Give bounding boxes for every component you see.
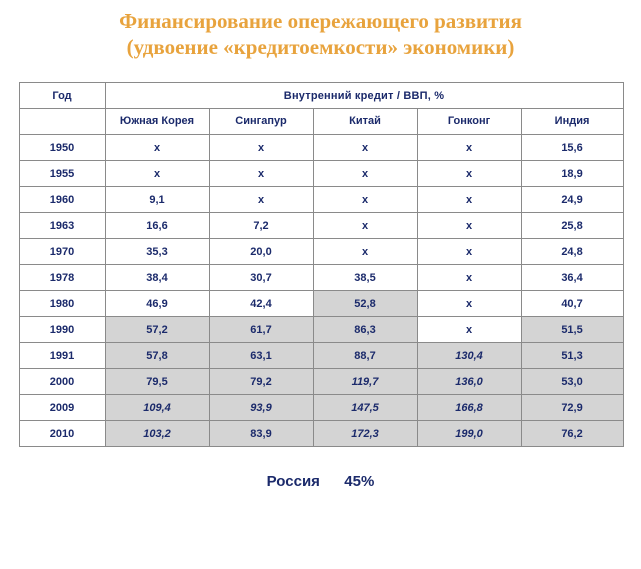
footer-note [0,473,641,490]
data-cell: 103,2 [105,421,209,447]
data-cell: x [417,291,521,317]
row-year: 1963 [19,213,105,239]
data-cell: x [209,135,313,161]
data-cell: x [313,239,417,265]
table-header-row [19,83,623,109]
row-year: 1950 [19,135,105,161]
data-cell: x [417,161,521,187]
data-cell: 57,2 [105,317,209,343]
column-header-china: Китай [313,109,417,135]
title-line-1: Финансирование опережающего развития [119,9,522,33]
table-row [19,265,623,291]
row-year: 1990 [19,317,105,343]
data-cell: x [105,161,209,187]
row-year: 1978 [19,265,105,291]
title-line-2: (удвоение «кредитоемкости» экономики) [126,35,515,59]
row-year: 2010 [19,421,105,447]
data-cell: 40,7 [521,291,623,317]
footer-value: 45% [344,473,375,490]
data-cell: 93,9 [209,395,313,421]
data-cell: x [105,135,209,161]
table-row [19,161,623,187]
year-header-cell: Год [19,83,105,109]
credit-gdp-table-container [19,82,623,447]
table-row [19,239,623,265]
data-cell: 30,7 [209,265,313,291]
credit-gdp-table [19,82,624,447]
data-cell: 76,2 [521,421,623,447]
table-row [19,317,623,343]
data-cell: 18,9 [521,161,623,187]
data-cell: 52,8 [313,291,417,317]
data-cell: 9,1 [105,187,209,213]
column-header-korea: Южная Корея [105,109,209,135]
data-cell: 136,0 [417,369,521,395]
data-cell: 88,7 [313,343,417,369]
banner-header-cell: Внутренний кредит / ВВП, % [105,83,623,109]
footer-label: Россия [266,473,320,490]
data-cell: 51,3 [521,343,623,369]
data-cell: x [417,135,521,161]
row-year: 2000 [19,369,105,395]
row-year: 1960 [19,187,105,213]
data-cell: x [313,213,417,239]
data-cell: 51,5 [521,317,623,343]
row-year: 1980 [19,291,105,317]
table-row [19,343,623,369]
data-cell: x [313,161,417,187]
data-cell: 36,4 [521,265,623,291]
data-cell: 38,4 [105,265,209,291]
data-cell: 53,0 [521,369,623,395]
data-cell: 130,4 [417,343,521,369]
data-cell: 61,7 [209,317,313,343]
data-cell: x [313,187,417,213]
data-cell: 79,5 [105,369,209,395]
data-cell: 63,1 [209,343,313,369]
table-column-header-row [19,109,623,135]
data-cell: 147,5 [313,395,417,421]
data-cell: 172,3 [313,421,417,447]
data-cell: 199,0 [417,421,521,447]
table-body [19,83,623,447]
data-cell: 38,5 [313,265,417,291]
data-cell: 35,3 [105,239,209,265]
row-year: 1991 [19,343,105,369]
data-cell: 20,0 [209,239,313,265]
table-row [19,395,623,421]
data-cell: x [417,239,521,265]
data-cell: 72,9 [521,395,623,421]
data-cell: 57,8 [105,343,209,369]
data-cell: x [209,187,313,213]
table-row [19,421,623,447]
empty-corner-cell [19,109,105,135]
data-cell: 7,2 [209,213,313,239]
data-cell: x [417,187,521,213]
data-cell: x [313,135,417,161]
data-cell: 25,8 [521,213,623,239]
data-cell: x [209,161,313,187]
data-cell: 24,9 [521,187,623,213]
table-row [19,135,623,161]
data-cell: 86,3 [313,317,417,343]
page-title [0,0,641,60]
data-cell: 24,8 [521,239,623,265]
row-year: 2009 [19,395,105,421]
column-header-singapore: Сингапур [209,109,313,135]
data-cell: 79,2 [209,369,313,395]
data-cell: x [417,213,521,239]
table-row [19,213,623,239]
table-row [19,291,623,317]
data-cell: 109,4 [105,395,209,421]
data-cell: 83,9 [209,421,313,447]
table-row [19,369,623,395]
data-cell: 119,7 [313,369,417,395]
data-cell: 16,6 [105,213,209,239]
column-header-india: Индия [521,109,623,135]
row-year: 1955 [19,161,105,187]
table-row [19,187,623,213]
row-year: 1970 [19,239,105,265]
data-cell: 15,6 [521,135,623,161]
data-cell: 42,4 [209,291,313,317]
data-cell: 166,8 [417,395,521,421]
data-cell: x [417,317,521,343]
column-header-hongkong: Гонконг [417,109,521,135]
data-cell: x [417,265,521,291]
data-cell: 46,9 [105,291,209,317]
